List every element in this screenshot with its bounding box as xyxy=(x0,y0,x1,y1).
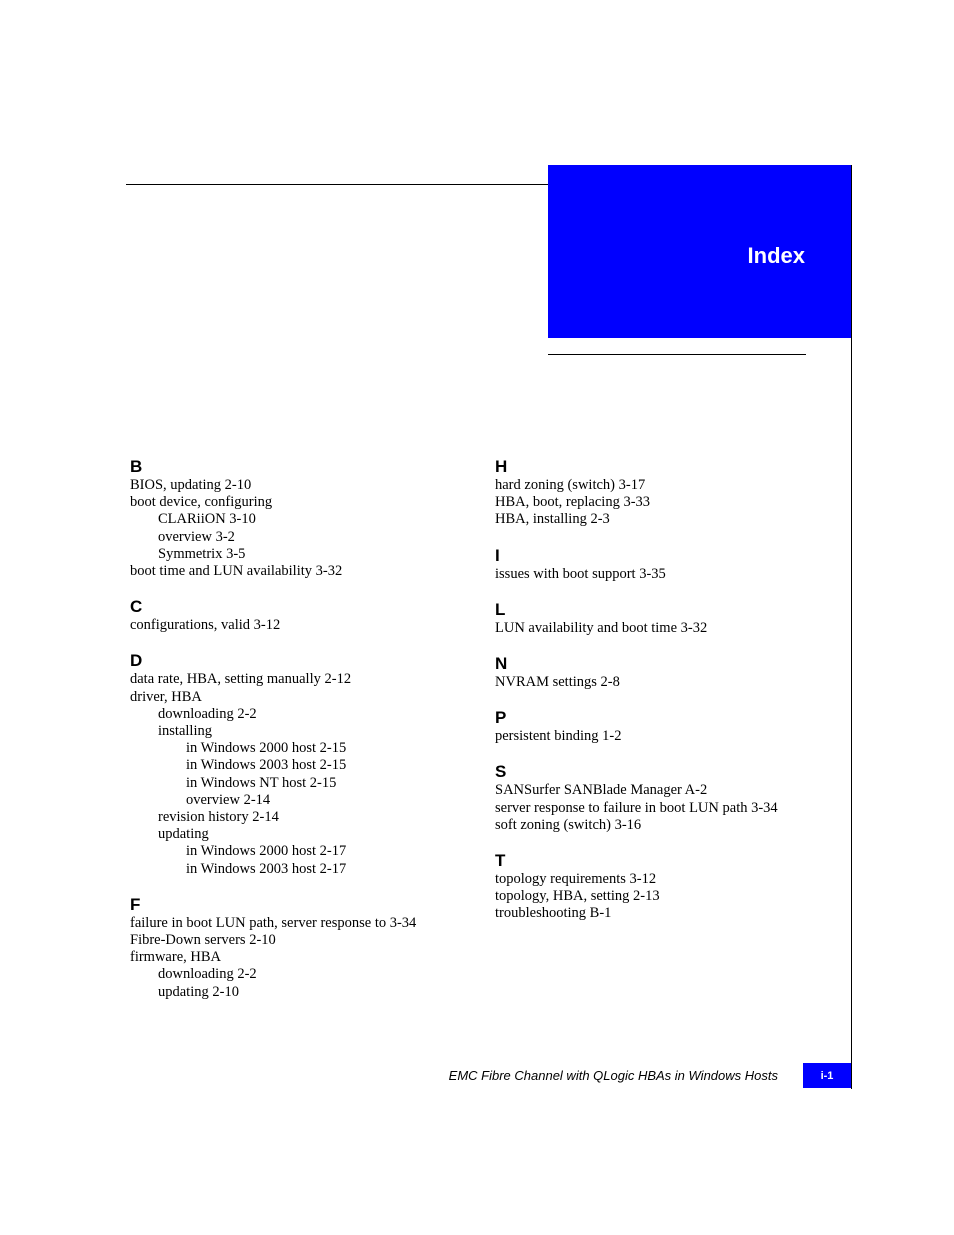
section-letter: F xyxy=(130,894,141,914)
index-column-left xyxy=(130,456,470,1017)
section-letter: B xyxy=(130,457,143,476)
index-entry: SANSurfer SANBlade Manager A-2 xyxy=(495,782,708,799)
margin-rule xyxy=(851,165,852,1089)
section-letter: N xyxy=(495,654,508,674)
index-entry: installing xyxy=(158,723,212,740)
index-entry: persistent binding 1-2 xyxy=(495,728,622,745)
index-section-t xyxy=(495,850,835,923)
section-letter: H xyxy=(495,457,508,476)
index-section-i xyxy=(495,545,835,583)
index-entry: issues with boot support 3-35 xyxy=(495,565,666,582)
index-section-l xyxy=(495,599,835,637)
index-entry: revision history 2-14 xyxy=(158,809,279,826)
index-entry: CLARiiON 3-10 xyxy=(158,511,256,528)
index-entry: in Windows 2003 host 2-15 xyxy=(186,757,347,774)
index-entry: downloading 2-2 xyxy=(158,705,257,722)
footer-page-number: i-1 xyxy=(803,1063,851,1088)
section-letter: S xyxy=(495,762,507,782)
index-entry: LUN availability and boot time 3-32 xyxy=(495,619,708,636)
index-section-s xyxy=(495,761,835,834)
index-column-right xyxy=(495,456,835,939)
index-entry: overview 2-14 xyxy=(186,791,271,808)
page-title: Index xyxy=(747,243,805,268)
index-entry: in Windows 2000 host 2-15 xyxy=(186,740,347,757)
index-entry: updating 2-10 xyxy=(158,983,239,1000)
index-section-b xyxy=(130,456,470,580)
index-section-f xyxy=(130,894,470,1001)
index-entry: in Windows 2003 host 2-17 xyxy=(186,860,347,877)
index-entry: updating xyxy=(158,826,209,843)
footer-doc-title: EMC Fibre Channel with QLogic HBAs in Windows Hosts xyxy=(448,1068,778,1083)
index-entry: in Windows 2000 host 2-17 xyxy=(186,843,347,860)
index-entry: topology requirements 3-12 xyxy=(495,871,657,888)
index-entry: overview 3-2 xyxy=(158,528,235,545)
index-entry: boot device, configuring xyxy=(130,494,273,511)
index-entry: boot time and LUN availability 3-32 xyxy=(130,563,343,580)
index-section-c xyxy=(130,596,470,634)
index-section-p xyxy=(495,707,835,745)
index-section-n xyxy=(495,653,835,691)
section-letter: C xyxy=(130,597,143,617)
index-entry: NVRAM settings 2-8 xyxy=(495,674,620,691)
title-banner xyxy=(548,165,851,338)
index-entry: configurations, valid 3-12 xyxy=(130,617,281,634)
index-section-d xyxy=(130,650,470,877)
section-letter: D xyxy=(130,651,143,671)
title-underline xyxy=(548,354,806,355)
index-entry: Symmetrix 3-5 xyxy=(158,545,246,562)
index-entry: HBA, boot, replacing 3-33 xyxy=(495,494,651,511)
section-letter: L xyxy=(495,599,506,619)
index-entry: failure in boot LUN path, server response to 3-34 xyxy=(130,914,417,931)
index-entry: Fibre-Down servers 2-10 xyxy=(130,932,276,949)
index-entry: soft zoning (switch) 3-16 xyxy=(495,816,642,833)
index-entry: topology, HBA, setting 2-13 xyxy=(495,888,660,905)
index-section-h xyxy=(495,456,835,529)
section-letter: P xyxy=(495,708,507,728)
index-entry: server response to failure in boot LUN path 3-34 xyxy=(495,799,778,816)
section-letter: T xyxy=(495,851,506,871)
index-entry: in Windows NT host 2-15 xyxy=(186,774,337,791)
index-entry: hard zoning (switch) 3-17 xyxy=(495,477,646,493)
index-entry: data rate, HBA, setting manually 2-12 xyxy=(130,671,352,688)
section-letter: I xyxy=(495,545,500,565)
index-entry: BIOS, updating 2-10 xyxy=(130,477,252,493)
index-entry: troubleshooting B-1 xyxy=(495,905,612,922)
index-entry: driver, HBA xyxy=(130,688,202,705)
index-entry: firmware, HBA xyxy=(130,949,222,966)
index-entry: HBA, installing 2-3 xyxy=(495,511,610,528)
index-entry: downloading 2-2 xyxy=(158,966,257,983)
